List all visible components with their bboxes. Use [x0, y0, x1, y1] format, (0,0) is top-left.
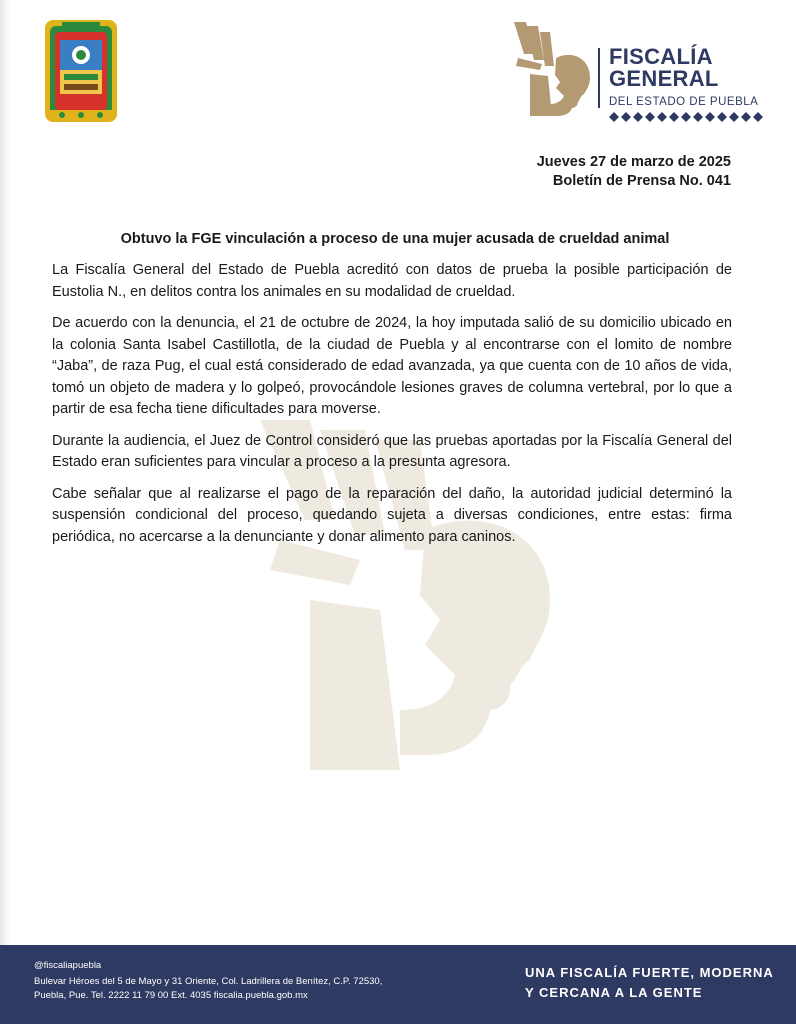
article-paragraph: La Fiscalía General del Estado de Puebla acreditó con datos de prueba la posible participación de Eustolia N., en delitos contra los animales en su modalidad de crueldad. [52, 262, 732, 300]
footer-address [34, 975, 382, 1003]
logo-pattern-icon [609, 112, 767, 122]
footer-address-line: Puebla, Pue. Tel. 2222 11 79 00 Ext. 4035 fiscalia.puebla.gob.mx [34, 990, 308, 1001]
article-paragraph: Durante la audiencia, el Juez de Control consideró que las pruebas aportadas por la Fiscalía General del Estado eran suficientes para vincular a proceso a la presunta agresora. [52, 432, 732, 470]
footer-slogan-line: Y CERCANA A LA GENTE [525, 985, 703, 1000]
logo-general-text: GENERAL [609, 66, 719, 91]
logo-fiscalia-text: FISCALÍA [609, 44, 713, 69]
article-paragraph: De acuerdo con la denuncia, el 21 de octubre de 2024, la hoy imputada salió de su domicilio ubicado en la colonia Santa Isabel Castillotla, de la ciudad de Puebla y al encontrarse con el lomito de nombre “Jaba”, de raza Pug, el cual está considerado de edad avanzada, ya que cuenta con de 10 años de vida, tomó un objeto de madera y lo golpeó, provocándole lesiones graves de columna vertebral, por lo que a partir de esa fecha tiene dificultades para moverse. [52, 315, 732, 417]
logo-divider [598, 48, 600, 108]
article-body [52, 260, 732, 558]
footer-address-line: Bulevar Héroes del 5 de Mayo y 31 Oriente, Col. Ladrillera de Benítez, C.P. 72530, [34, 976, 383, 987]
puebla-coat-of-arms-icon [42, 18, 120, 124]
page-edge [0, 0, 10, 1024]
footer-slogan-line: UNA FISCALÍA FUERTE, MODERNA [525, 965, 774, 980]
article-paragraph: Cabe señalar que al realizarse el pago de la reparación del daño, la autoridad judicial determinó la suspensión condicional del proceso, quedando sujeta a diversas condiciones, entre estas: firma periódica, no acercarse a la denunciante y donar alimento para caninos. [52, 485, 732, 545]
article-title: Obtuvo la FGE vinculación a proceso de una mujer acusada de crueldad animal [120, 231, 670, 247]
footer-slogan [525, 963, 774, 1003]
footer-social-handle: @fiscaliapuebla [34, 960, 102, 971]
bulletin-date: Jueves 27 de marzo de 2025 [536, 154, 731, 170]
footer-bar [0, 945, 796, 1024]
fge-head-logo-icon [512, 20, 592, 116]
bulletin-number: Boletín de Prensa No. 041 [552, 173, 731, 189]
fge-logo [512, 18, 762, 118]
bulletin-info [537, 153, 731, 191]
logo-state-text: DEL ESTADO DE PUEBLA [609, 96, 759, 108]
